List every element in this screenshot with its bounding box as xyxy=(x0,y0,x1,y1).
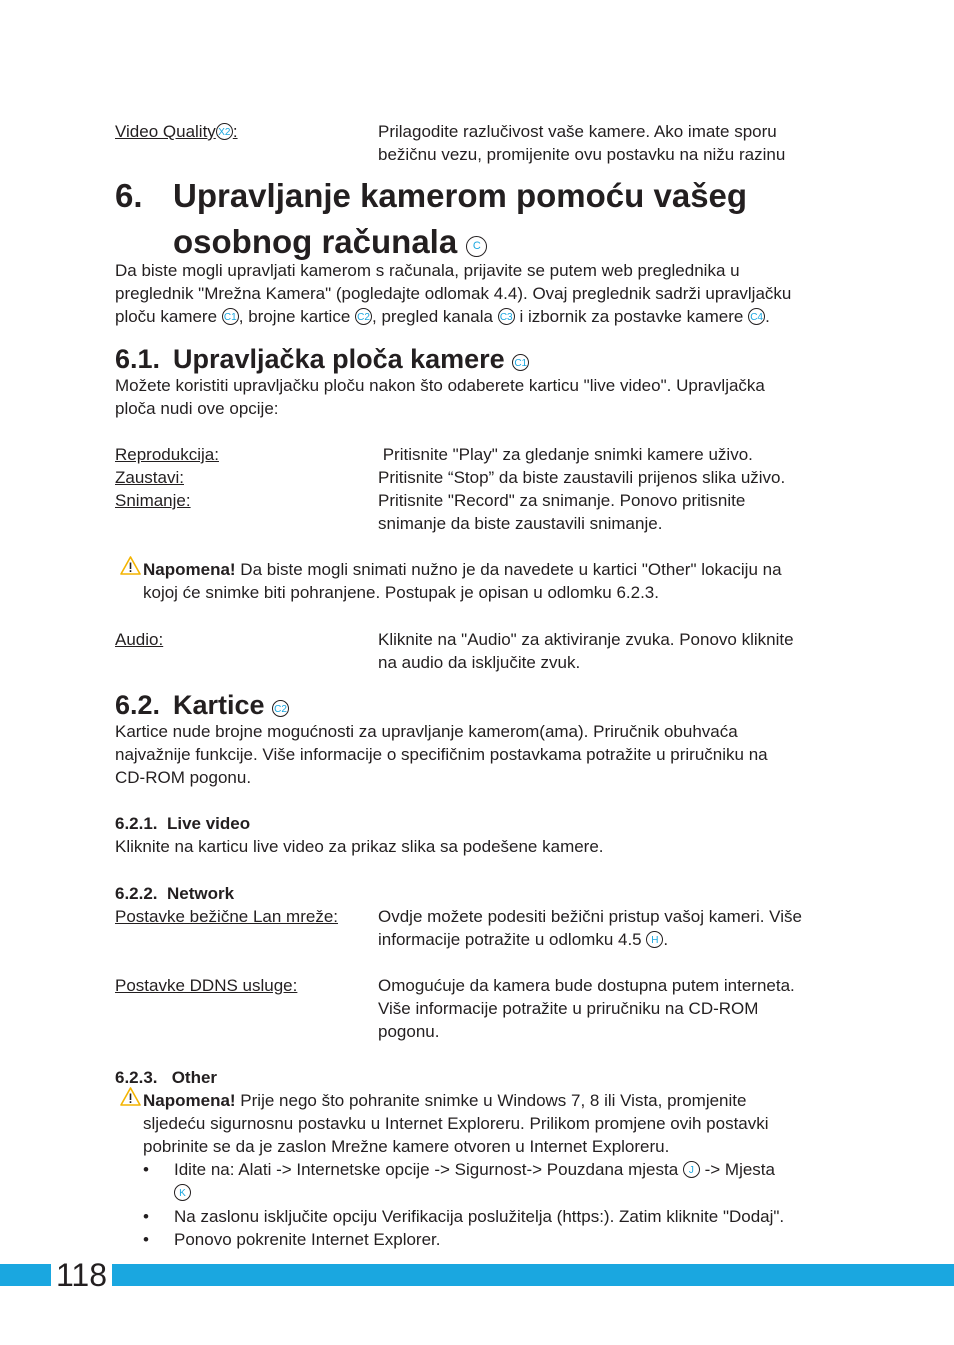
video-quality-colon: : xyxy=(232,122,238,141)
bullet-3-marker: • xyxy=(143,1230,149,1249)
note-1-line1 xyxy=(143,558,782,581)
intro-text-d: i izbornik za postavke kamere xyxy=(514,307,749,326)
item-snimanje-desc-line1: Pritisnite "Record" za snimanje. Ponovo pritisnite xyxy=(378,491,746,510)
note-1-text: Da biste mogli snimati nužno je da navedete u kartici "Other" lokaciju na xyxy=(235,560,782,579)
section-621-text: Kliknite na karticu live video za prikaz slika sa podešene kamere. xyxy=(115,837,604,856)
badge-k: K xyxy=(174,1184,191,1201)
intro-text-a: ploču kamere xyxy=(115,307,222,326)
video-quality-desc-line2: bežičnu vezu, promijenite ovu postavku na nižu razinu xyxy=(378,145,786,164)
note-2-bold: Napomena! xyxy=(143,1091,236,1110)
ddns-settings-desc-line1: Omogućuje da kamera bude dostupna putem interneta. xyxy=(378,976,795,995)
item-reprodukcija-desc: Pritisnite "Play" za gledanje snimki kamere uživo. xyxy=(378,445,753,464)
section-621-heading: 6.2.1. Live video xyxy=(115,814,251,833)
video-quality-label-row xyxy=(115,120,238,143)
ddns-settings-desc-line2: Više informacije potražite u priručniku na CD-ROM xyxy=(378,999,759,1018)
badge-j: J xyxy=(683,1161,700,1178)
lan-settings-desc-line2 xyxy=(378,928,668,951)
lan-desc-text-a: informacije potražite u odlomku 4.5 xyxy=(378,930,647,949)
badge-x2: X2 xyxy=(216,123,233,140)
footer-accent-bar xyxy=(0,1264,954,1286)
section-61-title: Upravljačka ploča kamere xyxy=(173,344,505,374)
section-623-heading: 6.2.3. Other xyxy=(115,1068,218,1087)
section-62-title-wrap xyxy=(173,689,289,721)
video-quality-desc-line1: Prilagodite razlučivost vaše kamere. Ako imate sporu xyxy=(378,122,777,141)
intro-text-c: , pregled kanala xyxy=(372,307,498,326)
section-6-intro-line1: Da biste mogli upravljati kamerom s računala, prijavite se putem web preglednika u xyxy=(115,261,740,280)
section-62-title: Kartice xyxy=(173,690,265,720)
section-61-intro-line1: Možete koristiti upravljačku ploču nakon što odaberete karticu "live video". Upravljačka xyxy=(115,376,765,395)
item-audio-label: Audio: xyxy=(115,630,164,649)
bullet-1-text xyxy=(174,1158,775,1181)
section-61-title-wrap xyxy=(173,343,529,375)
item-reprodukcija-label: Reprodukcija: xyxy=(115,445,219,464)
section-62-intro-line2: najvažnije funkcije. Više informacije o specifičnim postavkama potražite u priručniku na xyxy=(115,745,768,764)
section-6-title-line2: osobnog računala xyxy=(173,223,458,260)
warning-icon xyxy=(120,1087,141,1111)
item-audio-desc-line2: na audio da isključite zvuk. xyxy=(378,653,581,672)
bullet-1-marker: • xyxy=(143,1160,149,1179)
bullet-1-text-b: -> Mjesta xyxy=(699,1160,775,1179)
bullet-1-continued xyxy=(174,1181,191,1204)
lan-settings-label: Postavke bežične Lan mreže: xyxy=(115,907,339,926)
badge-c3: C3 xyxy=(498,308,515,325)
lan-settings-desc-line1: Ovdje možete podesiti bežični pristup vašoj kameri. Više xyxy=(378,907,802,926)
item-zaustavi-label: Zaustavi: xyxy=(115,468,184,487)
warning-icon xyxy=(120,556,141,580)
badge-c1: C1 xyxy=(222,308,239,325)
intro-text-b: , brojne kartice xyxy=(238,307,356,326)
bullet-2-marker: • xyxy=(143,1207,149,1226)
note-2-line1 xyxy=(143,1089,746,1112)
section-62-intro-line3: CD-ROM pogonu. xyxy=(115,768,252,787)
section-6-number: 6. xyxy=(115,177,143,214)
page-number: 118 xyxy=(48,1256,115,1294)
note-2-line2: sljedeću sigurnosnu postavku u Internet Exploreru. Prilikom promjene ovih postavki xyxy=(143,1114,769,1133)
section-61-intro-line2: ploča nudi ove opcije: xyxy=(115,399,279,418)
item-snimanje-desc-line2: snimanje da biste zaustavili snimanje. xyxy=(378,514,663,533)
ddns-settings-label: Postavke DDNS usluge: xyxy=(115,976,298,995)
badge-c: C xyxy=(466,236,487,257)
section-62-number: 6.2. xyxy=(115,690,161,720)
note-1-line2: kojoj će snimke biti pohranjene. Postupak je opisan u odlomku 6.2.3. xyxy=(143,583,659,602)
badge-c2-heading: C2 xyxy=(272,700,289,717)
section-62-intro-line1: Kartice nude brojne mogućnosti za upravljanje kamerom(ama). Priručnik obuhvaća xyxy=(115,722,738,741)
video-quality-label: Video Quality xyxy=(115,122,216,141)
badge-c1-heading: C1 xyxy=(512,354,529,371)
lan-desc-text-b: . xyxy=(663,930,669,949)
note-2-line3: pobrinite se da je zaslon Mrežne kamere otvoren u Internet Exploreru. xyxy=(143,1137,670,1156)
section-6-intro-line2: preglednik "Mrežna Kamera" (pogledajte odlomak 4.4). Ovaj preglednik sadrži upravljačku xyxy=(115,284,792,303)
badge-h: H xyxy=(646,931,663,948)
section-622-heading: 6.2.2. Network xyxy=(115,884,235,903)
ddns-settings-desc-line3: pogonu. xyxy=(378,1022,440,1041)
item-audio-desc-line1: Kliknite na "Audio" za aktiviranje zvuka. Ponovo kliknite xyxy=(378,630,794,649)
item-zaustavi-desc: Pritisnite “Stop” da biste zaustavili prijenos slika uživo. xyxy=(378,468,786,487)
item-snimanje-label: Snimanje: xyxy=(115,491,191,510)
note-1-bold: Napomena! xyxy=(143,560,236,579)
note-2-text: Prije nego što pohranite snimke u Windows 7, 8 ili Vista, promjenite xyxy=(235,1091,747,1110)
bullet-2-text: Na zaslonu isključite opciju Verifikacija poslužitelja (https:). Zatim kliknite "Dodaj". xyxy=(174,1207,785,1226)
section-6-title-line2-wrap xyxy=(173,222,487,262)
section-6-title-line1: Upravljanje kamerom pomoću vašeg xyxy=(173,177,748,214)
badge-c4: C4 xyxy=(748,308,765,325)
bullet-3-text: Ponovo pokrenite Internet Explorer. xyxy=(174,1230,441,1249)
intro-text-e: . xyxy=(765,307,770,326)
bullet-1-text-a: Idite na: Alati -> Internetske opcije -> Sigurnost-> Pouzdana mjesta xyxy=(174,1160,683,1179)
section-6-intro-line3 xyxy=(115,305,770,328)
section-61-number: 6.1. xyxy=(115,344,161,374)
badge-c2: C2 xyxy=(355,308,372,325)
